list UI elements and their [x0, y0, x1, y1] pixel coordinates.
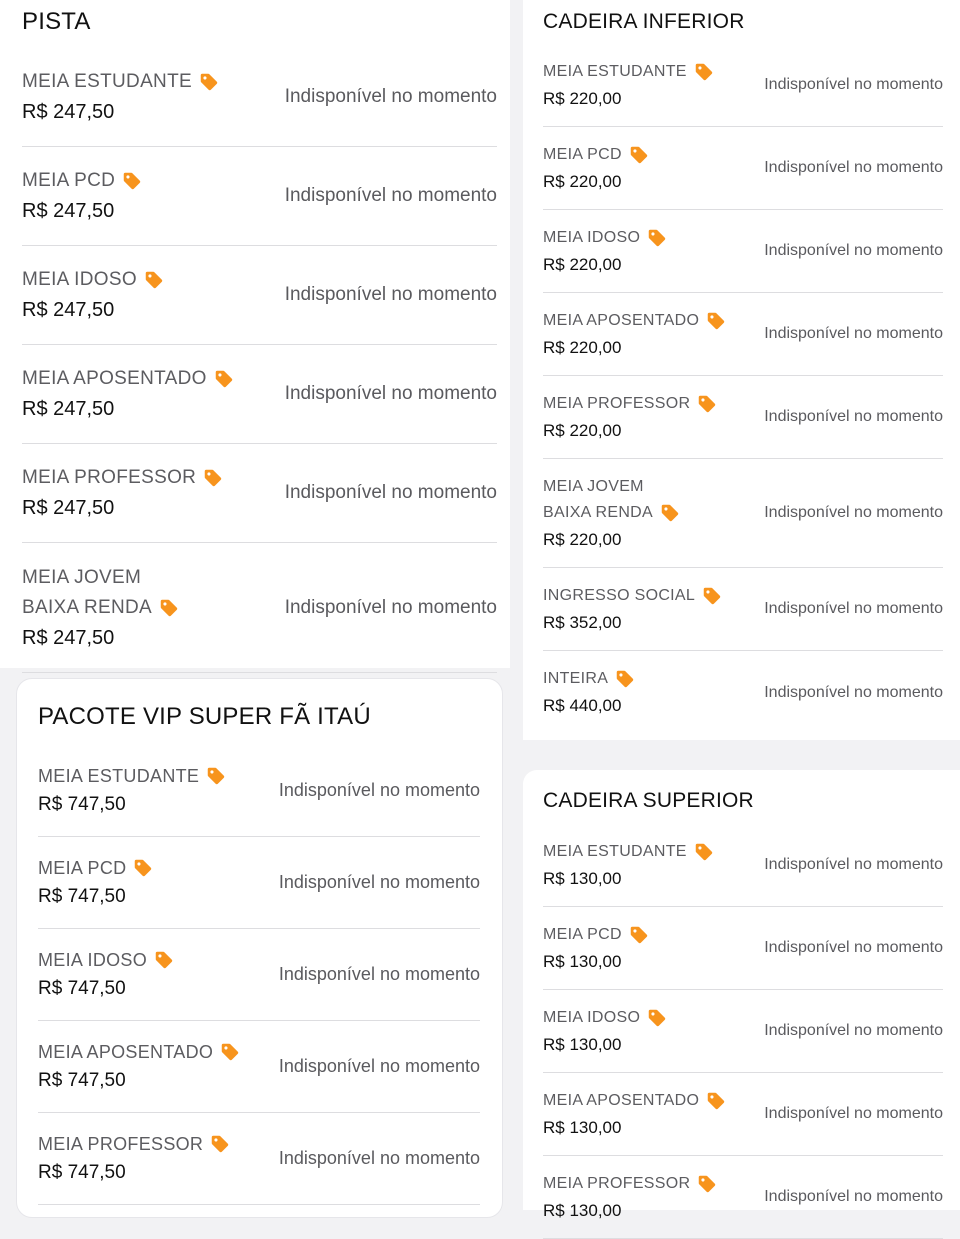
availability-status: Indisponível no momento — [278, 780, 480, 800]
ticket-price: R$ 130,00 — [543, 868, 622, 888]
ticket-name-line — [22, 166, 143, 196]
ticket-name-text: INTEIRA — [543, 670, 609, 687]
ticket-name — [22, 563, 180, 623]
ticket-name-text: MEIA PCD — [543, 925, 622, 943]
ticket-name-text: MEIA APOSENTADO — [22, 368, 207, 389]
ticket-name-text: BAIXA RENDA — [22, 596, 153, 618]
ticket-row[interactable] — [543, 1073, 943, 1156]
ticket-info — [38, 854, 154, 912]
ticket-row[interactable] — [22, 147, 497, 246]
ticket-name-text: MEIA IDOSO — [38, 949, 148, 970]
price-tag-icon — [614, 668, 636, 690]
ticket-info — [543, 922, 650, 975]
ticket-name-line — [22, 463, 224, 493]
ticket-name — [543, 666, 636, 692]
ticket-price: R$ 220,00 — [543, 337, 622, 357]
availability-status: Indisponível no momento — [284, 383, 497, 404]
ticket-name-line — [543, 391, 718, 417]
ticket-row[interactable] — [22, 246, 497, 345]
ticket-name — [22, 67, 220, 97]
availability-status: Indisponível no momento — [284, 482, 497, 503]
price-tag-icon — [696, 1173, 718, 1195]
ticket-name — [543, 839, 715, 865]
price-tag-icon — [646, 227, 668, 249]
price-tag-icon — [205, 765, 227, 787]
section-title: PACOTE VIP SUPER FÃ ITAÚ — [38, 703, 371, 730]
ticket-price: R$ 747,50 — [38, 977, 126, 999]
ticket-name-line — [22, 364, 235, 394]
ticket-name-text: MEIA IDOSO — [22, 269, 137, 290]
cadeira-inferior-section — [523, 0, 960, 740]
ticket-name-line — [38, 946, 175, 974]
ticket-price: R$ 220,00 — [543, 88, 622, 108]
ticket-row[interactable] — [38, 1021, 480, 1113]
price-tag-icon — [696, 393, 718, 415]
ticket-info — [543, 1005, 668, 1058]
ticket-name-text: MEIA JOVEM — [543, 477, 644, 495]
ticket-info — [38, 1130, 231, 1188]
ticket-name-line — [543, 1088, 727, 1114]
ticket-name-text: MEIA IDOSO — [543, 228, 641, 246]
ticket-name-line — [38, 854, 154, 882]
ticket-name — [543, 922, 650, 948]
ticket-name — [543, 225, 668, 251]
ticket-list — [543, 44, 943, 734]
ticket-name-line — [543, 59, 715, 85]
ticket-name-text: BAIXA RENDA — [543, 503, 654, 521]
ticket-info — [22, 364, 235, 424]
ticket-name-line — [22, 593, 180, 623]
ticket-name-text: MEIA APOSENTADO — [543, 311, 700, 329]
ticket-price: R$ 130,00 — [543, 1200, 622, 1220]
price-tag-icon — [659, 502, 681, 524]
ticket-price: R$ 247,50 — [22, 101, 115, 123]
availability-status: Indisponível no momento — [284, 185, 497, 206]
ticket-row[interactable] — [22, 345, 497, 444]
ticket-info — [22, 563, 180, 653]
ticket-name-text: MEIA JOVEM — [22, 566, 142, 588]
ticket-info — [543, 839, 715, 892]
price-tag-icon — [198, 71, 220, 93]
vip-section — [16, 678, 503, 1218]
ticket-name-line — [38, 1130, 231, 1158]
ticket-name-text: MEIA ESTUDANTE — [22, 71, 192, 92]
ticket-name-line — [543, 583, 723, 609]
ticket-name — [543, 1088, 727, 1114]
ticket-price: R$ 220,00 — [543, 529, 622, 549]
ticket-name — [543, 583, 723, 609]
ticket-row[interactable] — [543, 907, 943, 990]
ticket-name — [22, 364, 235, 394]
ticket-name — [543, 59, 715, 85]
price-tag-icon — [132, 857, 154, 879]
ticket-row[interactable] — [22, 444, 497, 543]
ticket-name — [22, 166, 143, 196]
ticket-row[interactable] — [543, 990, 943, 1073]
ticket-price: R$ 247,50 — [22, 497, 115, 519]
price-tag-icon — [646, 1007, 668, 1029]
availability-status: Indisponível no momento — [764, 1022, 943, 1039]
ticket-list — [543, 824, 943, 1239]
ticket-price: R$ 220,00 — [543, 420, 622, 440]
ticket-info — [22, 463, 224, 523]
ticket-name-line — [543, 922, 650, 948]
price-tag-icon — [693, 841, 715, 863]
ticket-row[interactable] — [543, 44, 943, 127]
ticket-price: R$ 247,50 — [22, 626, 115, 649]
ticket-price: R$ 440,00 — [543, 696, 622, 715]
ticket-name-line — [38, 1038, 241, 1066]
section-title: CADEIRA INFERIOR — [543, 10, 745, 33]
ticket-row[interactable] — [38, 929, 480, 1021]
availability-status: Indisponível no momento — [278, 1056, 480, 1076]
ticket-name-line — [22, 265, 165, 295]
ticket-name-line — [543, 474, 681, 500]
ticket-name-line — [22, 67, 220, 97]
ticket-info — [38, 1038, 241, 1096]
section-title: PISTA — [22, 8, 91, 35]
ticket-name-text: MEIA ESTUDANTE — [543, 62, 687, 80]
ticket-name-line — [543, 1005, 668, 1031]
price-tag-icon — [628, 144, 650, 166]
ticket-name-line — [543, 225, 668, 251]
ticket-info — [543, 142, 650, 195]
ticket-name — [543, 1005, 668, 1031]
availability-status: Indisponível no momento — [278, 1148, 480, 1168]
availability-status: Indisponível no momento — [764, 408, 943, 425]
ticket-name — [22, 265, 165, 295]
ticket-info — [22, 67, 220, 127]
ticket-row[interactable] — [543, 293, 943, 376]
ticket-name-text: MEIA PROFESSOR — [543, 394, 691, 412]
price-tag-icon — [202, 467, 224, 489]
ticket-name-text: MEIA APOSENTADO — [543, 1091, 700, 1109]
availability-status: Indisponível no momento — [764, 1105, 943, 1122]
ticket-price: R$ 352,00 — [543, 612, 622, 632]
ticket-name-text: MEIA APOSENTADO — [38, 1041, 214, 1062]
price-tag-icon — [153, 949, 175, 971]
availability-status: Indisponível no momento — [764, 242, 943, 259]
availability-status: Indisponível no momento — [284, 596, 497, 618]
ticket-info — [543, 583, 723, 636]
ticket-list — [38, 745, 480, 1205]
ticket-row[interactable] — [38, 1113, 480, 1205]
ticket-price: R$ 247,50 — [22, 200, 115, 222]
ticket-info — [38, 946, 175, 1004]
ticket-name-text: MEIA ESTUDANTE — [38, 765, 200, 786]
availability-status: Indisponível no momento — [764, 683, 943, 701]
ticket-name — [38, 946, 175, 974]
ticket-info — [22, 265, 165, 325]
availability-status: Indisponível no momento — [284, 86, 497, 107]
ticket-info — [38, 762, 227, 820]
ticket-name — [38, 762, 227, 790]
price-tag-icon — [121, 170, 143, 192]
ticket-row[interactable] — [38, 837, 480, 929]
ticket-name-text: MEIA PCD — [38, 857, 127, 878]
ticket-row[interactable] — [543, 376, 943, 459]
ticket-price: R$ 747,50 — [38, 1069, 126, 1091]
ticket-name — [38, 1038, 241, 1066]
ticket-row[interactable] — [543, 824, 943, 907]
ticket-info — [543, 474, 681, 553]
price-tag-icon — [158, 597, 180, 619]
ticket-name-text: MEIA PROFESSOR — [22, 467, 197, 488]
ticket-price: R$ 247,50 — [22, 299, 115, 321]
availability-status: Indisponível no momento — [764, 939, 943, 956]
ticket-price: R$ 247,50 — [22, 398, 115, 420]
ticket-name — [38, 1130, 231, 1158]
ticket-info — [543, 59, 715, 112]
availability-status: Indisponível no momento — [284, 284, 497, 305]
ticket-info — [543, 1171, 718, 1224]
ticket-name-line — [543, 308, 727, 334]
price-tag-icon — [209, 1133, 231, 1155]
ticket-row[interactable] — [543, 1156, 943, 1239]
ticket-row[interactable] — [543, 210, 943, 293]
ticket-list — [22, 48, 497, 673]
availability-status: Indisponível no momento — [278, 872, 480, 892]
availability-status: Indisponível no momento — [278, 964, 480, 984]
ticket-row[interactable] — [38, 745, 480, 837]
ticket-price: R$ 220,00 — [543, 171, 622, 191]
pista-section — [0, 0, 510, 668]
ticket-price: R$ 747,50 — [38, 793, 126, 815]
price-tag-icon — [705, 310, 727, 332]
price-tag-icon — [705, 1090, 727, 1112]
ticket-info — [543, 308, 727, 361]
price-tag-icon — [219, 1041, 241, 1063]
ticket-price: R$ 220,00 — [543, 254, 622, 274]
ticket-info — [543, 1088, 727, 1141]
ticket-name — [38, 854, 154, 882]
ticket-name-line — [543, 500, 681, 526]
ticket-row[interactable] — [543, 127, 943, 210]
cadeira-superior-section — [523, 770, 960, 1220]
availability-status: Indisponível no momento — [764, 1188, 943, 1205]
ticket-row[interactable] — [22, 48, 497, 147]
ticket-info — [543, 666, 636, 719]
section-title: CADEIRA SUPERIOR — [543, 789, 754, 812]
ticket-price: R$ 747,50 — [38, 1161, 126, 1183]
availability-status: Indisponível no momento — [764, 504, 943, 521]
availability-status: Indisponível no momento — [764, 159, 943, 176]
ticket-info — [543, 225, 668, 278]
price-tag-icon — [143, 269, 165, 291]
ticket-name-line — [543, 142, 650, 168]
ticket-info — [22, 166, 143, 226]
ticket-name-line — [543, 666, 636, 692]
ticket-name-line — [543, 839, 715, 865]
availability-status: Indisponível no momento — [764, 76, 943, 93]
ticket-name-line — [22, 563, 180, 593]
ticket-name-text: MEIA PROFESSOR — [38, 1133, 204, 1154]
ticket-name — [543, 142, 650, 168]
availability-status: Indisponível no momento — [764, 600, 943, 617]
ticket-name — [543, 391, 718, 417]
price-tag-icon — [213, 368, 235, 390]
ticket-price: R$ 130,00 — [543, 1034, 622, 1054]
price-tag-icon — [693, 61, 715, 83]
price-tag-icon — [628, 924, 650, 946]
ticket-row[interactable] — [543, 459, 943, 568]
price-tag-icon — [701, 585, 723, 607]
ticket-name-line — [38, 762, 227, 790]
ticket-name-text: MEIA IDOSO — [543, 1008, 641, 1026]
ticket-name-text: MEIA PCD — [22, 170, 116, 191]
availability-status: Indisponível no momento — [764, 325, 943, 342]
ticket-price: R$ 130,00 — [543, 951, 622, 971]
ticket-price: R$ 130,00 — [543, 1117, 622, 1137]
ticket-name-text: MEIA PROFESSOR — [543, 1174, 691, 1192]
ticket-name — [543, 1171, 718, 1197]
ticket-row[interactable] — [543, 651, 943, 734]
ticket-row[interactable] — [22, 543, 497, 673]
ticket-name — [543, 308, 727, 334]
ticket-name — [22, 463, 224, 493]
ticket-name-text: MEIA ESTUDANTE — [543, 842, 687, 860]
ticket-name-text: MEIA PCD — [543, 145, 622, 163]
ticket-name-line — [543, 1171, 718, 1197]
availability-status: Indisponível no momento — [764, 856, 943, 873]
ticket-name-text: INGRESSO SOCIAL — [543, 586, 696, 604]
ticket-name — [543, 474, 681, 526]
ticket-price: R$ 747,50 — [38, 885, 126, 907]
ticket-row[interactable] — [543, 568, 943, 651]
ticket-info — [543, 391, 718, 444]
